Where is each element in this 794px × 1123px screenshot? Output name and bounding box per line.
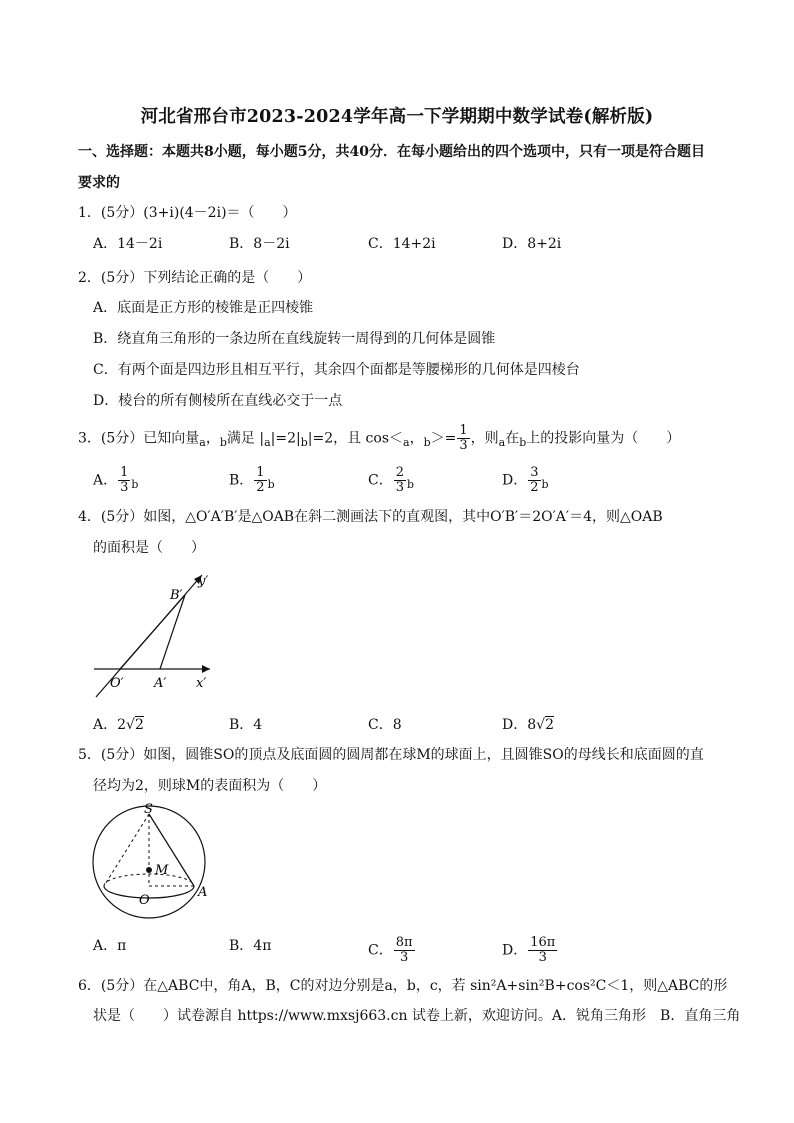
q1-stem: 1．(5分）(3+i)(4－2i)＝（ ） [78, 205, 297, 221]
q1-option-c: C．14+2i [368, 236, 436, 252]
label-o: O [139, 893, 150, 908]
label-y: y′ [198, 574, 209, 589]
q3-option-a: A． $\frac{1}{3}$ $_b$ [93, 465, 139, 495]
label-x: x′ [196, 676, 207, 691]
q1-option-a: A．14－2i [93, 236, 163, 252]
q5-option-c: C． $\frac{8\pi}{3}$ [368, 935, 413, 965]
label-a: A′ [154, 676, 167, 691]
q5-option-b: B．4π [229, 938, 272, 954]
q2-option-b: B．绕直角三角形的一条边所在直线旋转一周得到的几何体是圆锥 [93, 331, 496, 347]
q2-stem: 2．(5分）下列结论正确的是（ ） [78, 270, 312, 286]
q4-figure [88, 565, 228, 705]
section-heading: 一、选择题：本题共8小题，每小题5分，共40分．在每小题给出的四个选项中，只有一项是符合题目 [78, 144, 705, 160]
q1-option-b: B．8－2i [229, 236, 290, 252]
q5-figure [88, 800, 218, 930]
segment-ab [160, 595, 185, 669]
q2-option-d: D．棱台的所有侧棱所在直线必交于一点 [93, 393, 343, 409]
page-title: 河北省邢台市2023-2024学年高一下学期期中数学试卷(解析版) [140, 107, 654, 127]
segment-ob [120, 595, 185, 669]
label-m: M [155, 863, 169, 878]
q2-option-a: A．底面是正方形的棱锥是正四棱锥 [93, 300, 314, 316]
q5-option-d: D． $\frac{16\pi}{3}$ [502, 935, 556, 965]
q6-stem: 6．(5分）在△ABC中，角A，B，C的对边分别是a，b，c，若 sin²A+sin²B+cos²C＜1，则△ABC的形 [78, 978, 728, 994]
q4-stem: 4．(5分）如图，△O′A′B′是△OAB在斜二测画法下的直观图，其中O′B′＝2O′A′＝4，则△OAB [78, 509, 663, 525]
q3-option-b: B． $\frac{1}{2}$ $_b$ [229, 465, 275, 495]
label-s: S [144, 802, 153, 817]
q3-stem: 3．(5分）已知向量$_a$，$_b$满足 $|_a|=2|_b|=2$，且 $\cos<_a$，$_b$＞= $\frac{1}{3}$ ，则$_a$在$_b$上的投影向量为（ ） [78, 423, 681, 453]
q4-option-b: B．4 [229, 717, 263, 733]
q5-option-a: A．π [93, 938, 127, 954]
q3-option-c: C． $\frac{2}{3}$ $_b$ [368, 465, 415, 495]
q5-stem: 5．(5分）如图，圆锥SO的顶点及底面圆的圆周都在球M的球面上，且圆锥SO的母线长和底面圆的直 [78, 747, 704, 763]
q4-option-d: D．8√2 [502, 717, 554, 733]
q2-option-c: C．有两个面是四边形且相互平行，其余四个面都是等腰梯形的几何体是四棱台 [93, 362, 580, 378]
label-a: A [198, 885, 208, 900]
label-o: O′ [110, 676, 124, 691]
q4-stem-cont: 的面积是（ ） [93, 540, 205, 556]
section-heading-cont: 要求的 [78, 175, 120, 191]
center-point [146, 867, 152, 873]
q4-option-c: C．8 [368, 717, 402, 733]
q1-option-d: D．8+2i [502, 236, 562, 252]
q3-option-d: D． $\frac{3}{2}$ $_b$ [502, 465, 549, 495]
q4-option-a: A．2√2 [93, 717, 144, 733]
q6-stem-cont: 状是（ ）试卷源自 https://www.mxsj663.cn 试卷上新，欢迎访问。A．锐角三角形 B．直角三角 [93, 1008, 741, 1024]
label-b: B′ [170, 588, 183, 603]
x-axis-arrow [202, 665, 210, 673]
q5-stem-cont: 径均为2，则球M的表面积为（ ） [93, 778, 327, 794]
